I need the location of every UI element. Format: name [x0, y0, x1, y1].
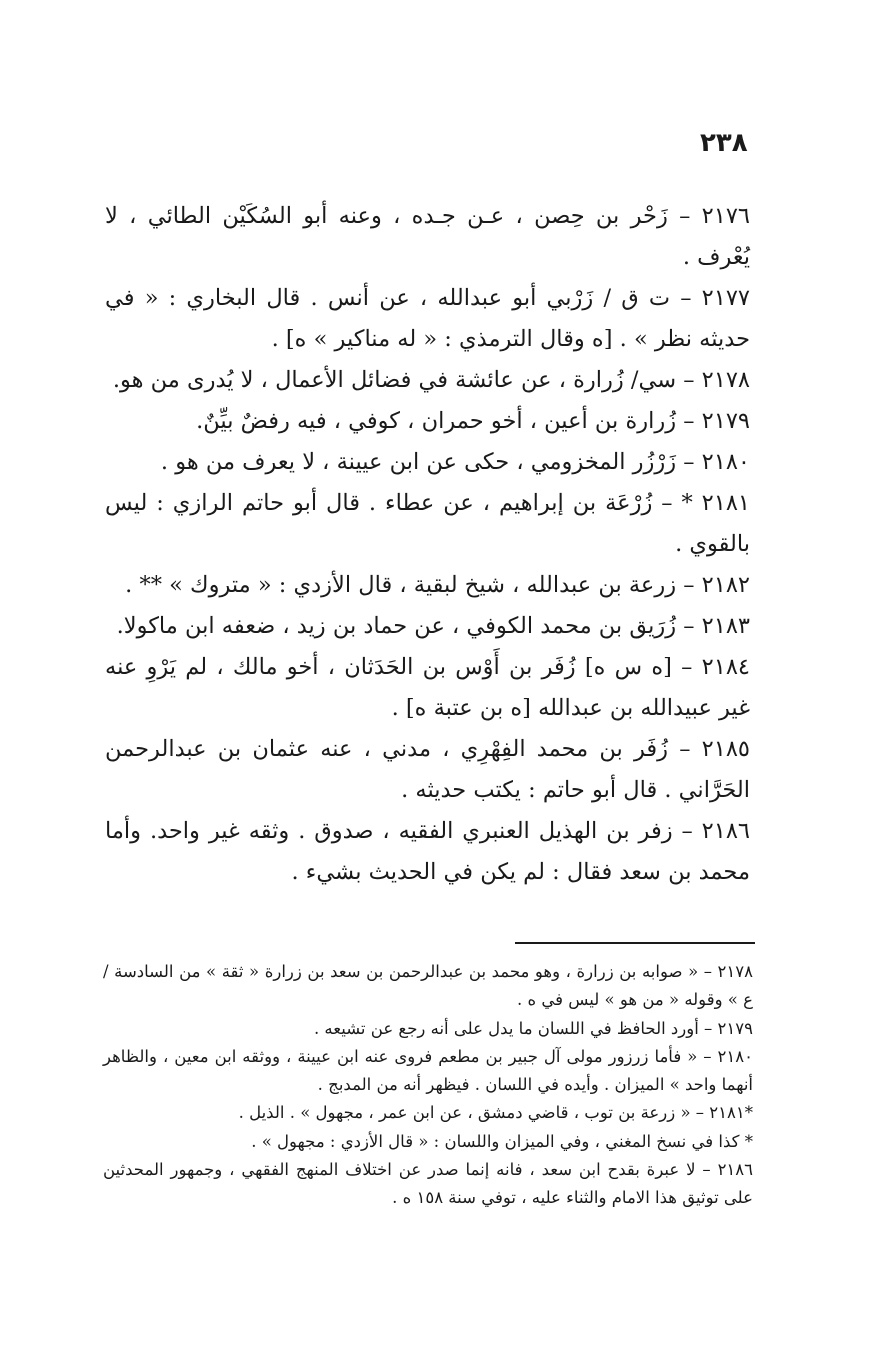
page-number: ٢٣٨	[700, 128, 748, 158]
footnote-2186: ٢١٨٦ – لا عبرة بقدح ابن سعد ، فانه إنما صدر عن اختلاف المنهج الفقهي ، وجمهور المحدثين على توثيق هذا الامام والثناء عليه ، توفي سنة ١٥٨ ه .	[103, 1160, 754, 1208]
entry-2183: ٢١٨٣ – زُرَيق بن محمد الكوفي ، عن حماد بن زيد ، ضعفه ابن ماكولا.	[116, 613, 750, 639]
entry-2185: ٢١٨٥ – زُفَر بن محمد الفِهْرِي ، مدني ، عنه عثمان بن عبدالرحمن الحَرَّاني . قال أبو حاتم : يكتب حديثه .	[105, 736, 750, 803]
footnotes	[103, 958, 753, 1213]
entry-2177: ٢١٧٧ – ت ق / زَرْبي أبو عبدالله ، عن أنس . قال البخاري : « في حديثه نظر » . [ه وقال الترمذي : « له مناكير » ه] .	[105, 285, 750, 352]
footnote-2180: ٢١٨٠ – « فأما زرزور مولى آل جبير بن مطعم فروى عنه ابن عيينة ، ووثقه ابن معين ، والظاهر أنهما واحد » الميزان . وأيده في اللسان . فيظهر أنه من المدبج .	[103, 1046, 753, 1095]
footnote-2178: ٢١٧٨ – « صوابه بن زرارة ، وهو محمد بن عبدالرحمن بن سعد بن زرارة « ثقة » من السادسة / ع » وقوله « من هو » ليس في ه .	[103, 962, 753, 1010]
entry-2182: ٢١٨٢ – زرعة بن عبدالله ، شيخ لبقية ، قال الأزدي : « متروك » ** .	[125, 572, 750, 598]
entry-2180: ٢١٨٠ – زَرْزُر المخزومي ، حكى عن ابن عيينة ، لا يعرف من هو .	[160, 449, 750, 475]
entry-2176: ٢١٧٦ – زَحْر بن حِصن ، عـن جـده ، وعنه أبو السُكَيْن الطائي ، لا يُعْرف .	[105, 203, 750, 270]
footnote-2182: * كذا في نسخ المغني ، وفي الميزان واللسان : « قال الأزدي : مجهول » .	[251, 1131, 753, 1151]
footnote-divider	[515, 942, 755, 944]
footnote-2179: ٢١٧٩ – أورد الحافظ في اللسان ما يدل على أنه رجع عن تشيعه .	[313, 1018, 753, 1038]
footnote-2181: *٢١٨١ – « زرعة بن توب ، قاضي دمشق ، عن ابن عمر ، مجهول » . الذيل .	[238, 1103, 753, 1123]
entry-2178: ٢١٧٨ – سي/ زُرارة ، عن عائشة في فضائل الأعمال ، لا يُدرى من هو.	[112, 367, 750, 393]
entry-2184: ٢١٨٤ – [ه س ه] زُفَر بن أَوْس بن الحَدَثان ، أخو مالك ، لم يَرْوِ عنه غير عبيدالله بن عبدالله [ه بن عتبة ه] .	[105, 654, 750, 721]
entry-2181: ٢١٨١ * – زُرْعَة بن إبراهيم ، عن عطاء . قال أبو حاتم الرازي : ليس بالقوي .	[105, 490, 750, 557]
entry-2186: ٢١٨٦ – زفر بن الهذيل العنبري الفقيه ، صدوق . وثقه غير واحد. وأما محمد بن سعد فقال : لم يكن في الحديث بشيء .	[105, 818, 750, 885]
biography-entries	[105, 196, 750, 893]
entry-2179: ٢١٧٩ – زُرارة بن أعين ، أخو حمران ، كوفي ، فيه رفضٌ بيِّنٌ.	[196, 408, 750, 434]
